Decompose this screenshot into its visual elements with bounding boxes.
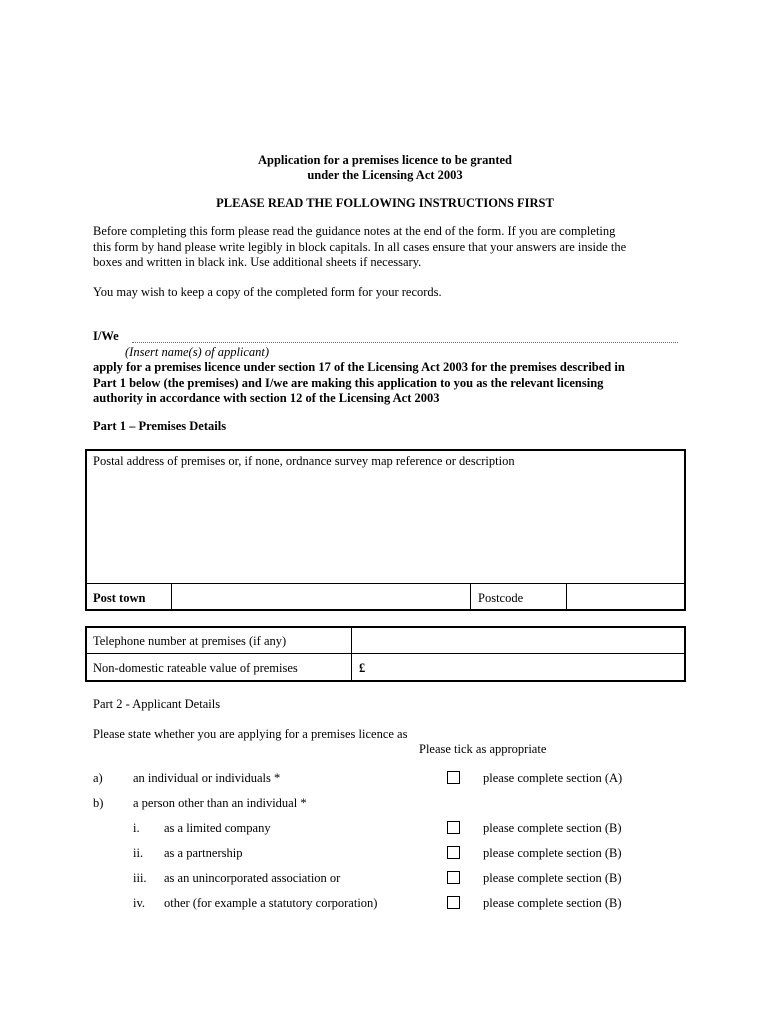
address-input[interactable]: [88, 472, 683, 582]
option-action-other: please complete section (B): [483, 896, 622, 910]
part2-heading: Part 2 - Applicant Details: [93, 697, 221, 711]
contact-column-divider: [351, 627, 352, 681]
option-marker-ii: ii.: [133, 846, 144, 860]
option-label-non-individual: a person other than an individual *: [133, 796, 307, 810]
option-action-individual: please complete section (A): [483, 771, 623, 785]
contact-row-divider: [86, 653, 685, 654]
form-title-line-1: Application for a premises licence to be granted: [257, 153, 513, 167]
rateable-value-label: Non-domestic rateable value of premises: [93, 661, 298, 675]
post-town-label: Post town: [93, 591, 146, 605]
address-divider: [86, 583, 685, 584]
intro-line-3: boxes and written in black ink. Use additional sheets if necessary.: [93, 255, 422, 269]
applicant-type-question: Please state whether you are applying for a premises licence as: [93, 727, 408, 741]
currency-symbol: £: [359, 661, 366, 675]
postcode-value-divider: [566, 583, 567, 610]
rateable-value-input[interactable]: [372, 655, 684, 680]
post-town-divider: [171, 583, 172, 610]
applicant-label: I/We: [93, 329, 119, 343]
intro-line-2: this form by hand please write legibly in block capitals. In all cases ensure that your answers are inside the: [93, 239, 627, 254]
individual-checkbox[interactable]: [447, 771, 460, 784]
option-action-unincorporated-association: please complete section (B): [483, 871, 622, 885]
other-checkbox[interactable]: [447, 896, 460, 909]
instructions-heading: PLEASE READ THE FOLLOWING INSTRUCTIONS FIRST: [216, 196, 554, 210]
declaration-line-3: authority in accordance with section 12 of the Licensing Act 2003: [93, 391, 440, 405]
postcode-input[interactable]: [568, 585, 684, 609]
option-marker-a: a): [93, 771, 103, 785]
address-label: Postal address of premises or, if none, ordnance survey map reference or description: [93, 454, 515, 468]
option-action-limited-company: please complete section (B): [483, 821, 622, 835]
records-note: You may wish to keep a copy of the completed form for your records.: [93, 285, 442, 299]
option-marker-iii: iii.: [133, 871, 147, 885]
option-label-partnership: as a partnership: [164, 846, 243, 860]
limited-company-checkbox[interactable]: [447, 821, 460, 834]
declaration-line-2: Part 1 below (the premises) and I/we are making this application to you as the relevant licensing: [93, 375, 604, 390]
applicant-name-input[interactable]: [132, 342, 678, 343]
option-marker-i: i.: [133, 821, 140, 835]
partnership-checkbox[interactable]: [447, 846, 460, 859]
intro-line-1: Before completing this form please read the guidance notes at the end of the form. If you are completing: [93, 224, 616, 238]
option-marker-b: b): [93, 796, 104, 810]
applicant-name-hint: (Insert name(s) of applicant): [125, 345, 270, 359]
option-label-individual: an individual or individuals *: [133, 771, 281, 785]
part1-heading: Part 1 – Premises Details: [93, 419, 227, 433]
option-action-partnership: please complete section (B): [483, 846, 622, 860]
option-label-other: other (for example a statutory corporation): [164, 896, 378, 910]
option-marker-iv: iv.: [133, 896, 146, 910]
declaration-line-1: apply for a premises licence under section 17 of the Licensing Act 2003 for the premises described in: [93, 360, 625, 374]
option-label-limited-company: as a limited company: [164, 821, 271, 835]
tick-hint: Please tick as appropriate: [419, 742, 547, 756]
unincorporated-association-checkbox[interactable]: [447, 871, 460, 884]
intro-paragraph: [93, 224, 693, 271]
form-title-line-2: under the Licensing Act 2003: [307, 168, 463, 182]
post-town-input[interactable]: [173, 585, 469, 609]
telephone-label: Telephone number at premises (if any): [93, 634, 287, 648]
applicant-declaration: [93, 360, 713, 407]
telephone-input[interactable]: [353, 628, 684, 652]
option-label-unincorporated-association: as an unincorporated association or: [164, 871, 341, 885]
postcode-label-divider: [470, 583, 471, 610]
postcode-label: Postcode: [478, 591, 524, 605]
